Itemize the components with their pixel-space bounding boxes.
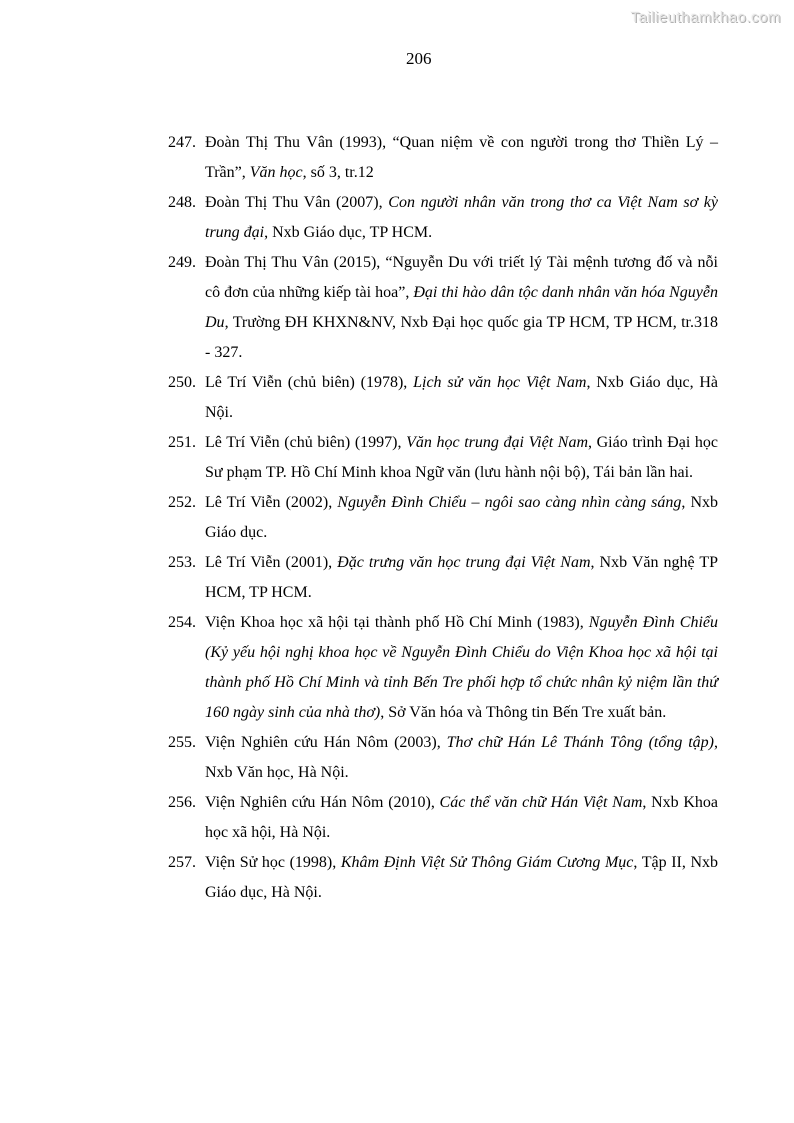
reference-detail: , Sở Văn hóa và Thông tin Bến Tre xuất bản. <box>380 704 667 721</box>
reference-number: 254. <box>168 614 196 631</box>
reference-title: Nguyễn Đình Chiểu (Kỷ yếu hội nghị khoa học về Nguyễn Đình Chiểu do Viện Khoa học xã hội tại thành phố Hồ Chí Minh và tỉnh Bến Tre phối hợp tổ chức nhân kỷ niệm lần thứ 160 ngày sinh của nhà thơ) <box>205 614 719 721</box>
reference-detail: Viện Khoa học xã hội tại thành phố Hồ Chí Minh (1983), <box>205 614 589 631</box>
reference-item <box>168 608 718 728</box>
reference-title: Văn học trung đại Việt Nam <box>406 434 588 451</box>
reference-item <box>168 548 718 608</box>
reference-title: Khâm Định Việt Sử Thông Giám Cương Mục <box>340 854 634 871</box>
reference-number: 249. <box>168 254 196 271</box>
reference-list <box>168 128 718 908</box>
reference-detail: , Nxb Giáo dục, Hà Nội. <box>205 374 719 421</box>
reference-detail: Viện Nghiên cứu Hán Nôm (2010), <box>205 794 440 811</box>
reference-item <box>168 488 718 548</box>
page-number: 206 <box>406 49 432 68</box>
reference-text <box>205 608 718 728</box>
reference-number: 256. <box>168 794 196 811</box>
reference-item <box>168 848 718 908</box>
reference-title: Các thể văn chữ Hán Việt Nam <box>439 794 643 811</box>
reference-detail: , Nxb Khoa học xã hội, Hà Nội. <box>205 794 718 841</box>
reference-item <box>168 248 718 368</box>
reference-item <box>168 188 718 248</box>
reference-number: 248. <box>168 194 196 211</box>
reference-title: Thơ chữ Hán Lê Thánh Tông (tổng tập) <box>446 734 714 751</box>
reference-number: 257. <box>168 854 196 871</box>
reference-detail: , Tập II, Nxb Giáo dục, Hà Nội. <box>205 854 719 901</box>
reference-detail: , Nxb Giáo dục, TP HCM. <box>264 224 433 241</box>
reference-title: Văn học <box>249 164 303 181</box>
reference-detail: , Nxb Giáo dục. <box>205 494 719 541</box>
reference-title: Lịch sử văn học Việt Nam <box>413 374 587 391</box>
reference-text <box>205 128 718 188</box>
reference-text <box>205 368 718 428</box>
reference-text <box>205 188 718 248</box>
reference-detail: Lê Trí Viễn (2002), <box>205 494 338 511</box>
reference-item <box>168 368 718 428</box>
reference-text <box>205 728 718 788</box>
reference-detail: , Nxb Văn nghệ TP HCM, TP HCM. <box>205 554 719 601</box>
reference-number: 247. <box>168 134 196 151</box>
reference-text <box>205 248 718 368</box>
reference-number: 252. <box>168 494 196 511</box>
reference-detail: Đoàn Thị Thu Vân (1993), “Quan niệm về con người trong thơ Thiền Lý – Trần”, <box>205 134 718 181</box>
reference-number: 250. <box>168 374 196 391</box>
reference-detail: , Giáo trình Đại học Sư phạm TP. Hồ Chí Minh khoa Ngữ văn (lưu hành nội bộ), Tái bản lần hai. <box>205 434 718 481</box>
reference-detail: , số 3, tr.12 <box>302 164 374 181</box>
reference-detail: Đoàn Thị Thu Vân (2007), <box>205 194 389 211</box>
reference-text <box>205 488 718 548</box>
watermark: Tailieuthamkhao.com <box>630 9 781 26</box>
reference-item <box>168 728 718 788</box>
reference-detail: Viện Sử học (1998), <box>205 854 341 871</box>
reference-number: 255. <box>168 734 196 751</box>
reference-detail: Viện Nghiên cứu Hán Nôm (2003), <box>205 734 447 751</box>
reference-item <box>168 788 718 848</box>
reference-title: Nguyễn Đình Chiểu – ngôi sao càng nhìn càng sáng <box>337 494 682 511</box>
reference-title: Đặc trưng văn học trung đại Việt Nam <box>337 554 591 571</box>
reference-detail: Lê Trí Viễn (2001), <box>205 554 338 571</box>
reference-title: Con người nhân văn trong thơ ca Việt Nam sơ kỳ trung đại <box>205 194 719 241</box>
reference-number: 253. <box>168 554 196 571</box>
reference-text <box>205 548 718 608</box>
reference-detail: , Trường ĐH KHXN&NV, Nxb Đại học quốc gia TP HCM, TP HCM, tr.318 - 327. <box>205 314 718 361</box>
reference-text <box>205 848 718 908</box>
reference-number: 251. <box>168 434 196 451</box>
reference-text <box>205 428 718 488</box>
reference-detail: Lê Trí Viễn (chủ biên) (1978), <box>205 374 414 391</box>
reference-detail: Lê Trí Viễn (chủ biên) (1997), <box>205 434 407 451</box>
reference-detail: , Nxb Văn học, Hà Nội. <box>205 734 718 781</box>
reference-text <box>205 788 718 848</box>
reference-item <box>168 428 718 488</box>
reference-detail: Đoàn Thị Thu Vân (2015), “Nguyễn Du với triết lý Tài mệnh tương đố và nỗi cô đơn của những kiếp tài hoa”, <box>205 254 718 301</box>
reference-title: Đại thi hào dân tộc danh nhân văn hóa Nguyễn Du <box>205 284 718 331</box>
reference-item <box>168 128 718 188</box>
